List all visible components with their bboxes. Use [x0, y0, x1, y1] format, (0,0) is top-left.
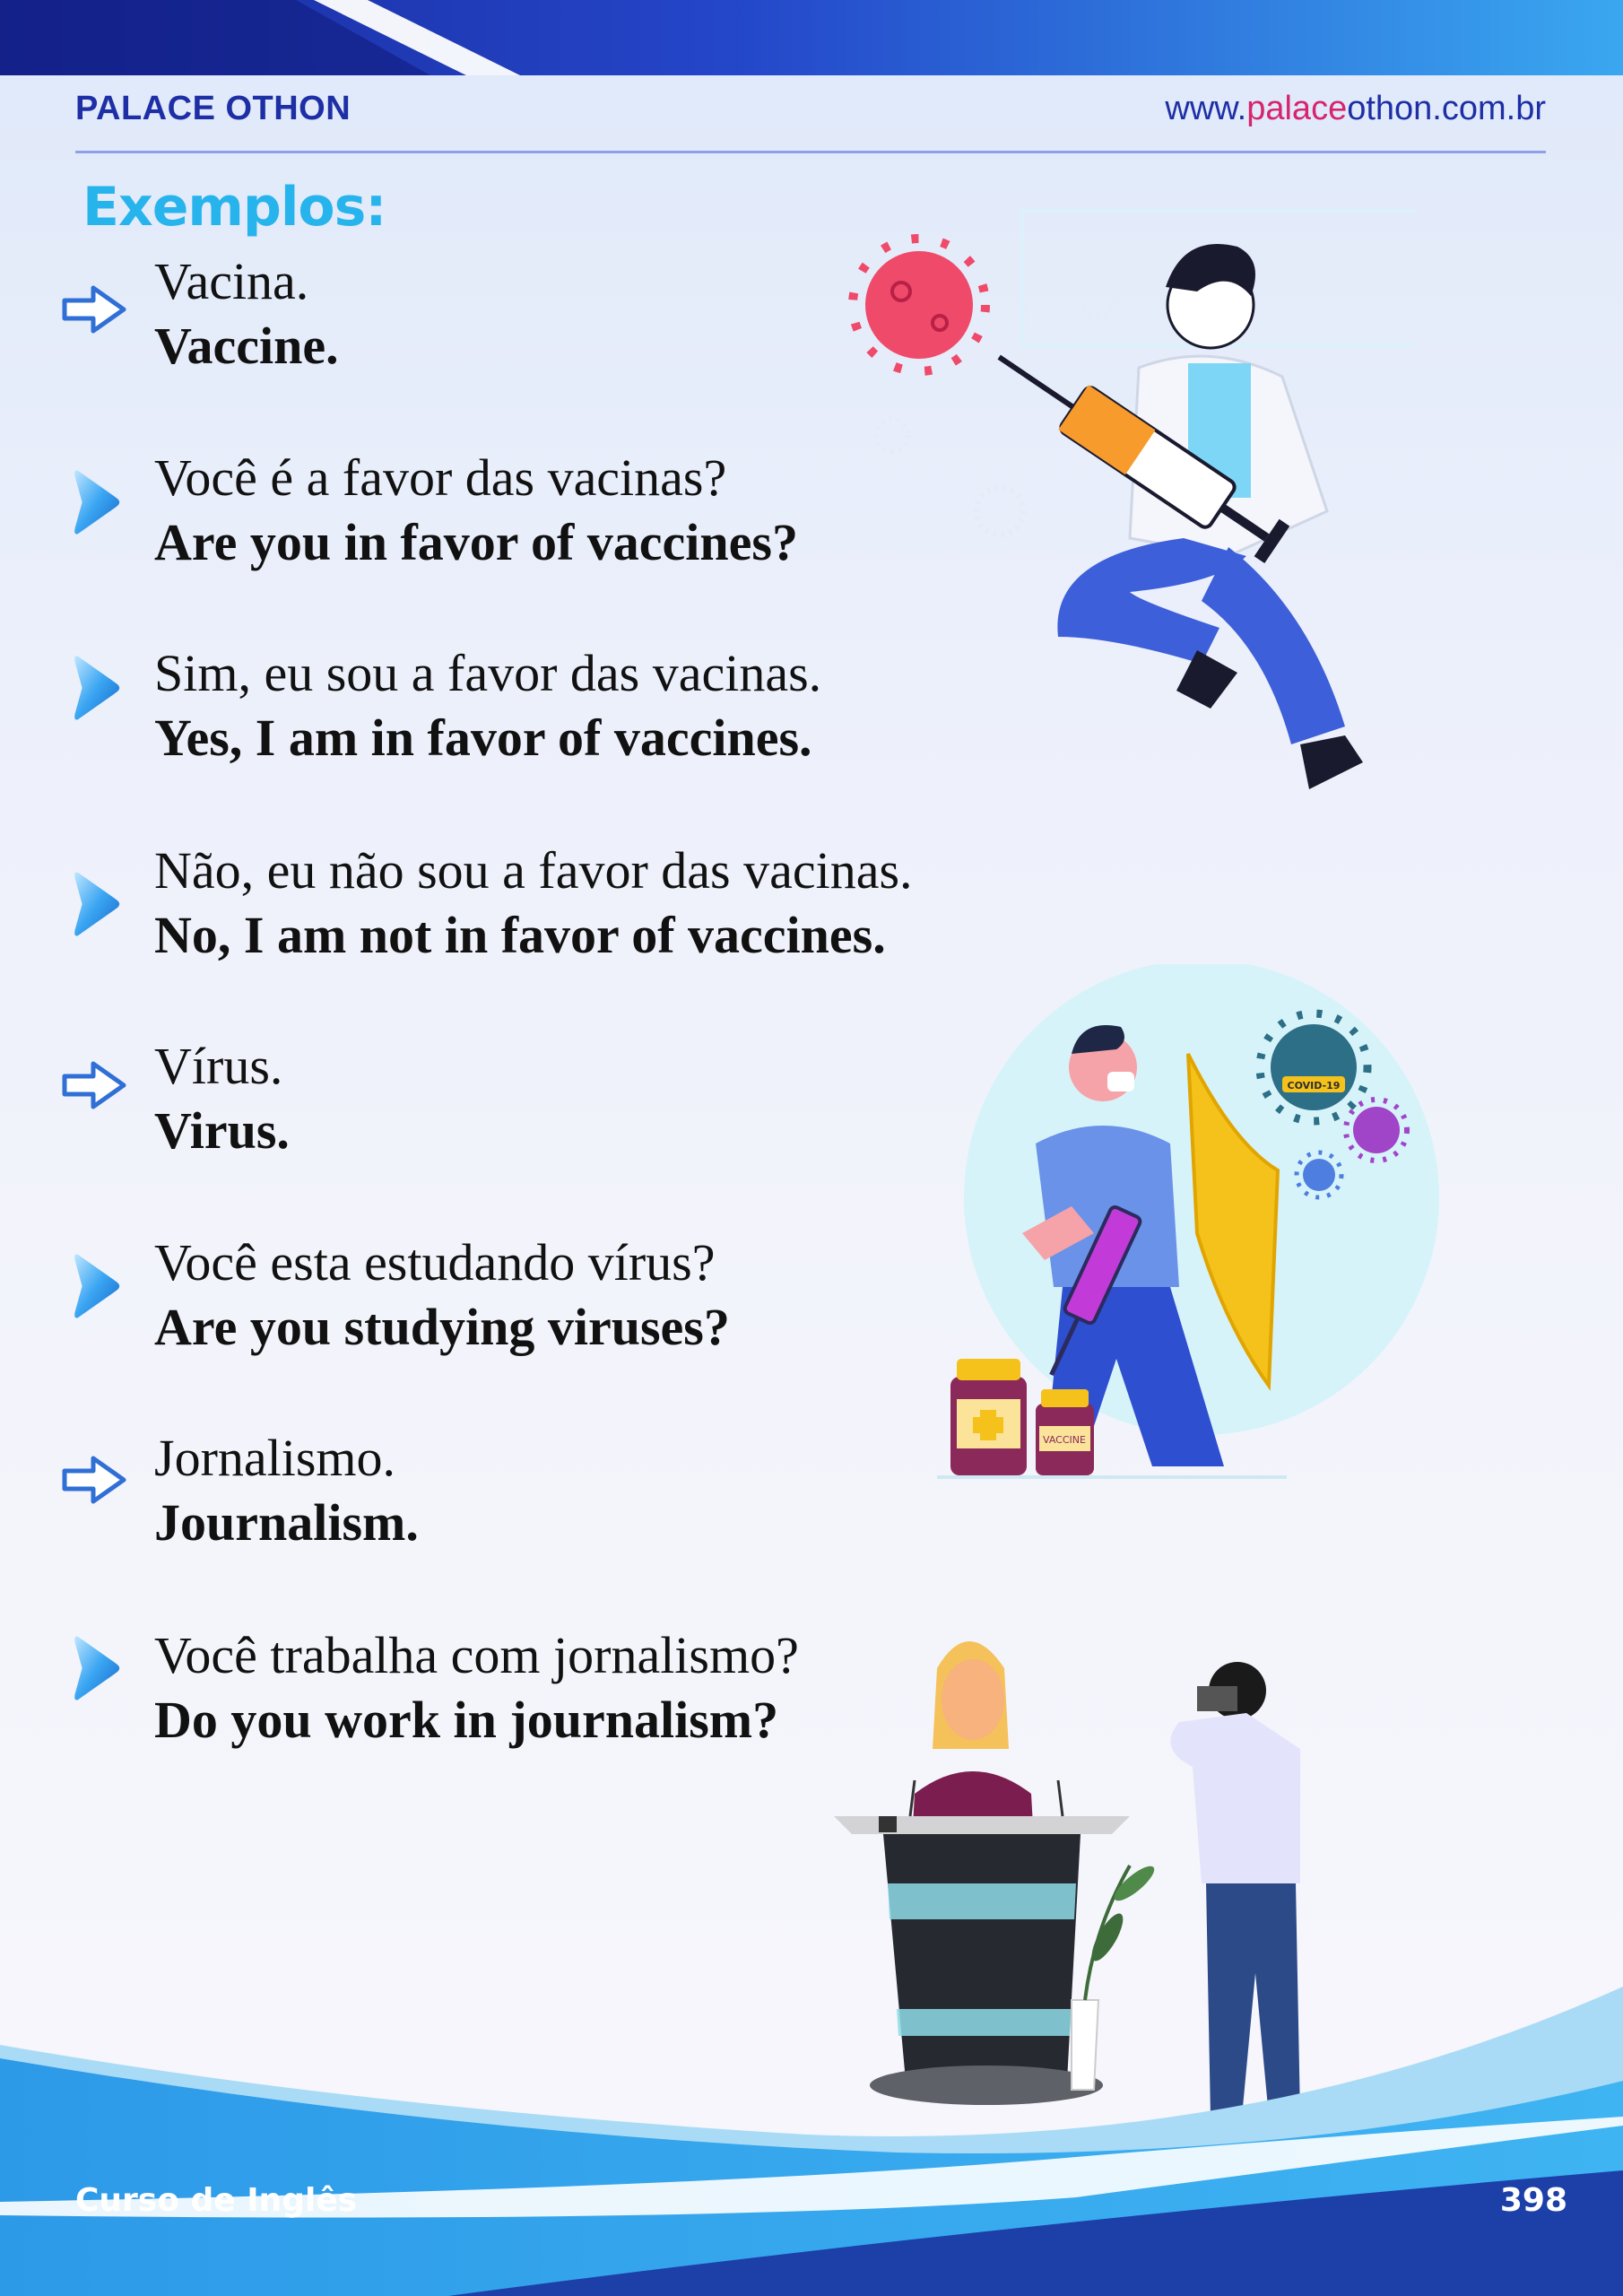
site-suffix: othon.com.br	[1347, 90, 1546, 127]
portuguese-phrase: Você trabalha com jornalismo?	[154, 1626, 799, 1684]
example-sim-favor	[154, 641, 821, 770]
english-phrase: Are you in favor of vaccines?	[154, 513, 798, 571]
portuguese-phrase: Não, eu não sou a favor das vacinas.	[154, 841, 913, 900]
example-trabalha-jornalismo	[154, 1623, 799, 1752]
header-band	[0, 0, 1623, 75]
example-estudando-virus	[154, 1231, 730, 1360]
english-phrase: Vaccine.	[154, 317, 339, 375]
site-prefix: www.	[1165, 90, 1247, 127]
portuguese-phrase: Você esta estudando vírus?	[154, 1233, 716, 1292]
outline-arrow-icon	[59, 1444, 131, 1516]
camera-icon	[1197, 1686, 1237, 1711]
portuguese-phrase: Jornalismo.	[154, 1429, 396, 1487]
virus-icon	[853, 239, 985, 371]
header-divider	[75, 151, 1546, 153]
outline-arrow-icon	[59, 1049, 131, 1121]
outline-arrow-icon	[59, 274, 131, 345]
example-jornalismo	[154, 1426, 419, 1555]
triangle-arrow-icon	[59, 652, 131, 724]
page-number: 398	[1499, 2182, 1567, 2219]
footer-band	[0, 1982, 1623, 2296]
covid-label: COVID-19	[1287, 1080, 1341, 1091]
footer-course-title: Curso de Inglês	[75, 2182, 358, 2219]
portuguese-phrase: Vacina.	[154, 252, 309, 310]
vaccine-syringe-illustration	[843, 206, 1417, 834]
example-nao-favor	[154, 839, 913, 968]
triangle-arrow-icon	[59, 1632, 131, 1704]
english-phrase: Virus.	[154, 1101, 290, 1160]
triangle-arrow-icon	[59, 466, 131, 538]
triangle-arrow-icon	[59, 868, 131, 940]
section-heading: Exemplos:	[82, 176, 386, 239]
brand-name: PALACE OTHON	[75, 90, 352, 127]
podium	[834, 1816, 1130, 1834]
portuguese-phrase: Você é a favor das vacinas?	[154, 448, 727, 507]
portuguese-phrase: Vírus.	[154, 1037, 283, 1095]
example-vacina	[154, 249, 339, 378]
english-phrase: Yes, I am in favor of vaccines.	[154, 709, 812, 767]
example-virus	[154, 1034, 290, 1163]
portuguese-phrase: Sim, eu sou a favor das vacinas.	[154, 644, 822, 702]
english-phrase: Do you work in journalism?	[154, 1691, 779, 1749]
site-highlight: palace	[1246, 90, 1348, 127]
english-phrase: No, I am not in favor of vaccines.	[154, 906, 886, 964]
virus-shield-illustration	[937, 964, 1439, 1484]
example-favor-vacinas	[154, 446, 798, 575]
triangle-arrow-icon	[59, 1250, 131, 1322]
vaccine-label: VACCINE	[1043, 1434, 1086, 1446]
website-url[interactable]	[1165, 90, 1546, 128]
english-phrase: Are you studying viruses?	[154, 1298, 730, 1356]
english-phrase: Journalism.	[154, 1493, 419, 1552]
